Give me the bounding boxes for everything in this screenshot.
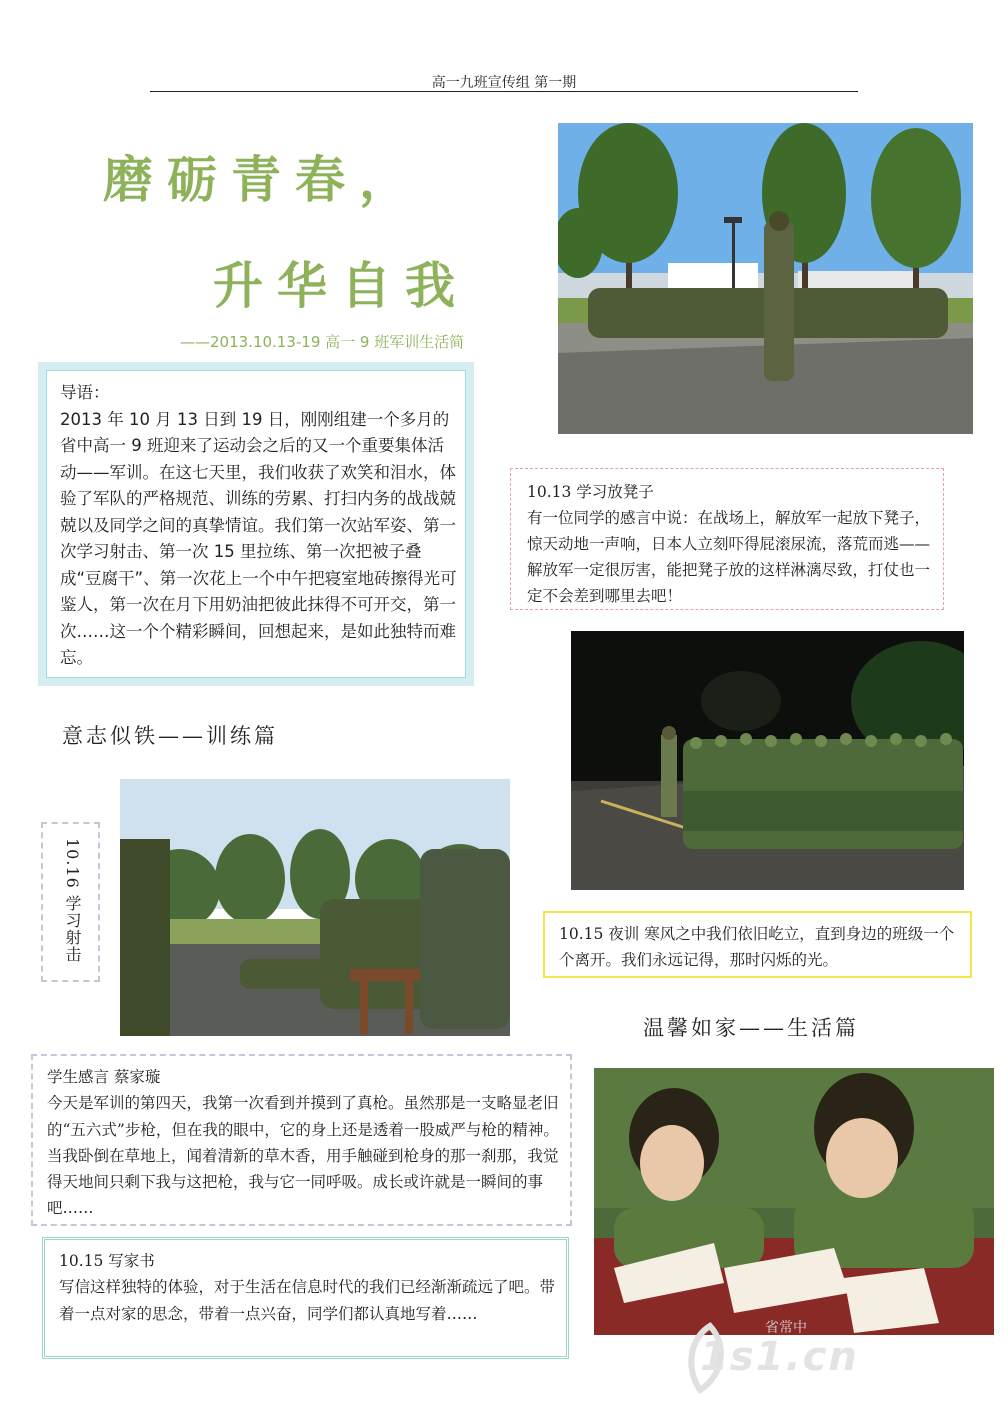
header-divider [150,91,858,92]
section-title-life: 温馨如家——生活篇 [643,1016,859,1040]
caption-box-student [31,1054,572,1226]
letter-heading: 10.15 写家书 [59,1252,155,1270]
page-subtitle: ——2013.10.13-19 高一 9 班军训生活简 [180,333,465,351]
page-title-line2: 升华自我 [213,256,469,315]
page-title-line1: 磨砺青春， [103,150,423,209]
caption-box-letter [42,1237,569,1359]
watermark-site-text: 1s1.cn [700,1334,859,1380]
letter-body: 写信这样独特的体验，对于生活在信息时代的我们已经渐渐疏远了吧。带着一点对家的思念，带着一点兴奋，同学们都认真地写着…… [59,1278,556,1323]
watermark-small-text: 省常中 [765,1320,807,1336]
photo-night-training [571,631,964,890]
shooting-caption: 10.16 学习射击 [63,838,82,963]
photo-squatting-drill [558,123,973,434]
photo-shooting-lesson [120,779,510,1036]
intro-body: 2013 年 10 月 13 日到 19 日，刚刚组建一个多月的省中高一 9 班迎来了运动会之后的又一个重要集体活动——军训。在这七天里，我们收获了欢笑和泪水，体验了军队的严格规范、训练的劳累、打扫内务的战战兢兢以及同学之间的真挚情谊。我们第一次站军姿、第一次学习射击、第一次 15 里拉练、第一次把被子叠成“豆腐干”、第一次花上一个中午把寝室地砖擦得光可鉴人，第一次在月下用奶油把彼此抹得不可开交，第一次……这一个个精彩瞬间，回想起来，是如此独特而难忘。 [60,409,457,667]
newsletter-header: 高一九班宣传组 第一期 [431,75,577,91]
night-caption: 10.15 夜训 寒风之中我们依旧屹立，直到身边的班级一个个离开。我们永远记得，那时闪烁的光。 [559,925,955,969]
caption-box-night [543,911,972,978]
caption-box-shooting [41,822,100,982]
section-title-training: 意志似铁——训练篇 [62,724,278,748]
stools-body: 有一位同学的感言中说：在战场上，解放军一起放下凳子，惊天动地一声响，日本人立刻吓得屁滚尿流，落荒而逃——解放军一定很厉害，能把凳子放的这样淋漓尽致，打仗也一定不会差到哪里去吧！ [527,509,931,605]
stools-heading: 10.13 学习放凳子 [527,483,654,501]
caption-box-stools [510,468,944,610]
student-body: 今天是军训的第四天，我第一次看到并摸到了真枪。虽然那是一支略显老旧的“五六式”步枪，但在我的眼中，它的身上还是透着一股威严与枪的精神。当我卧倒在草地上，闻着清新的草木香，用手触碰到枪身的那一刹那，我觉得天地间只剩下我与这把枪，我与它一同呼吸。成长或许就是一瞬间的事吧…… [47,1094,559,1218]
intro-text [60,380,458,672]
intro-heading: 导语： [60,383,110,402]
student-heading: 学生感言 蔡家璇 [47,1068,161,1086]
photo-letter-writing [594,1068,994,1335]
